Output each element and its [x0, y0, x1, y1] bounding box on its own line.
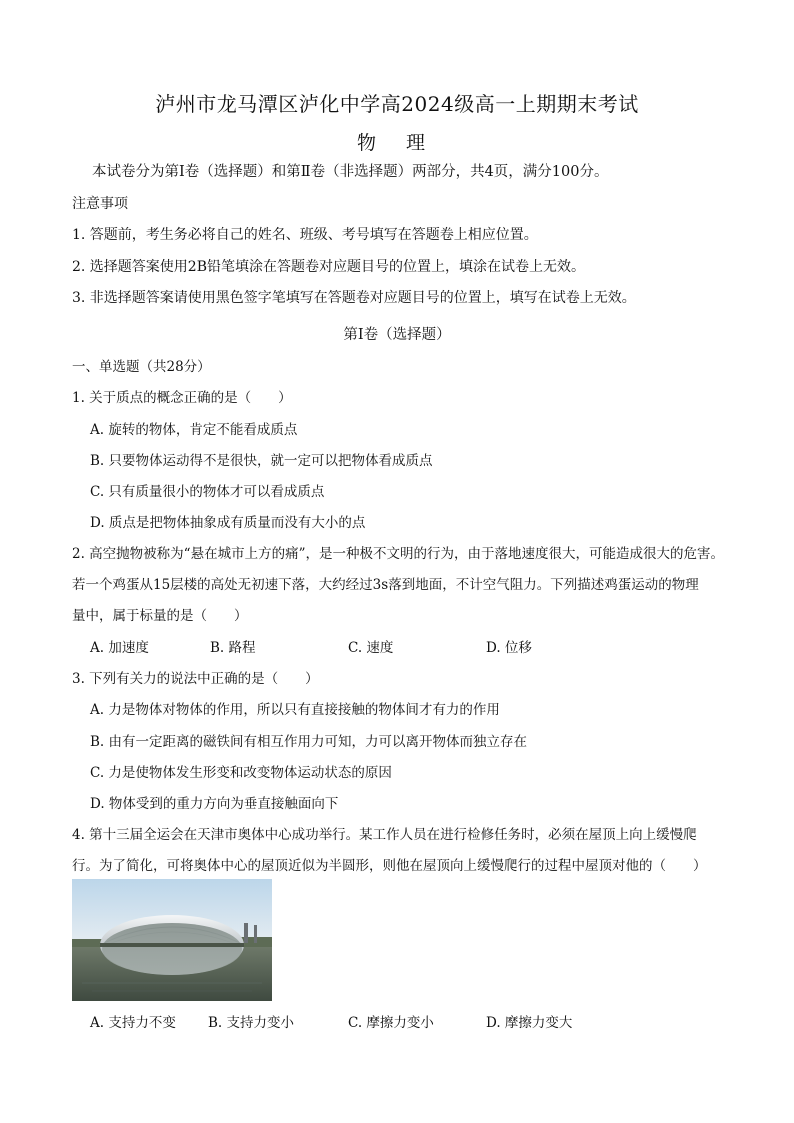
question-4-option-d: D. 摩擦力变大 [486, 1015, 573, 1031]
question-4-option-c: C. 摩擦力变小 [348, 1015, 434, 1031]
part-heading: 一、单选题（共28分） [72, 359, 211, 375]
note-item: 3. 非选择题答案请使用黑色签字笔填写在答题卷对应题目号的位置上，填写在试卷上无效。 [72, 290, 636, 306]
question-1-option-a: A. 旋转的物体，肯定不能看成质点 [90, 422, 298, 438]
question-2-stem-line: 量中，属于标量的是（ ） [72, 608, 248, 624]
question-1-option-d: D. 质点是把物体抽象成有质量而没有大小的点 [90, 515, 366, 531]
question-2-option-d: D. 位移 [486, 640, 532, 656]
question-2-option-a: A. 加速度 [90, 640, 149, 656]
section-title: 第Ⅰ卷（选择题） [343, 327, 451, 343]
question-2-option-c: C. 速度 [348, 640, 394, 656]
question-4-option-b: B. 支持力变小 [208, 1015, 295, 1031]
question-1-option-b: B. 只要物体运动得不是很快，就一定可以把物体看成质点 [90, 453, 433, 469]
question-3-option-d: D. 物体受到的重力方向为垂直接触面向下 [90, 796, 339, 812]
question-4-option-a: A. 支持力不变 [90, 1015, 176, 1031]
question-3-stem: 3. 下列有关力的说法中正确的是（ ） [72, 671, 319, 687]
stadium-photo [72, 879, 272, 1001]
notes-heading: 注意事项 [72, 196, 128, 212]
subject-title: 物 理 [356, 132, 438, 154]
question-3-option-c: C. 力是使物体发生形变和改变物体运动状态的原因 [90, 765, 392, 781]
question-4-stem-line: 行。为了简化，可将奥体中心的屋顶近似为半圆形，则他在屋顶向上缓慢爬行的过程中屋顶对他的（ ） [72, 858, 707, 874]
question-2-stem-line: 若一个鸡蛋从15层楼的高处无初速下落，大约经过3s落到地面，不计空气阻力。下列描述鸡蛋运动的物理 [72, 577, 699, 593]
question-2-option-b: B. 路程 [210, 640, 256, 656]
question-1-option-c: C. 只有质量很小的物体才可以看成质点 [90, 484, 325, 500]
question-3-option-a: A. 力是物体对物体的作用，所以只有直接接触的物体间才有力的作用 [90, 702, 500, 718]
question-3-option-b: B. 由有一定距离的磁铁间有相互作用力可知，力可以离开物体而独立存在 [90, 734, 528, 750]
note-item: 1. 答题前，考生务必将自己的姓名、班级、考号填写在答题卷上相应位置。 [72, 227, 538, 243]
question-1-stem: 1. 关于质点的概念正确的是（ ） [72, 390, 292, 406]
note-item: 2. 选择题答案使用2B铅笔填涂在答题卷对应题目号的位置上，填涂在试卷上无效。 [72, 259, 586, 275]
exam-title: 泸州市龙马潭区泸化中学高2024级高一上期期末考试 [155, 92, 639, 116]
exam-intro: 本试卷分为第Ⅰ卷（选择题）和第Ⅱ卷（非选择题）两部分，共4页，满分100分。 [92, 164, 609, 180]
question-2-stem-line: 2. 高空抛物被称为“悬在城市上方的痛”，是一种极不文明的行为，由于落地速度很大，可能造成很大的危害。 [72, 546, 724, 562]
question-4-stem-line: 4. 第十三届全运会在天津市奥体中心成功举行。某工作人员在进行检修任务时，必须在屋顶上向上缓慢爬 [72, 827, 697, 843]
